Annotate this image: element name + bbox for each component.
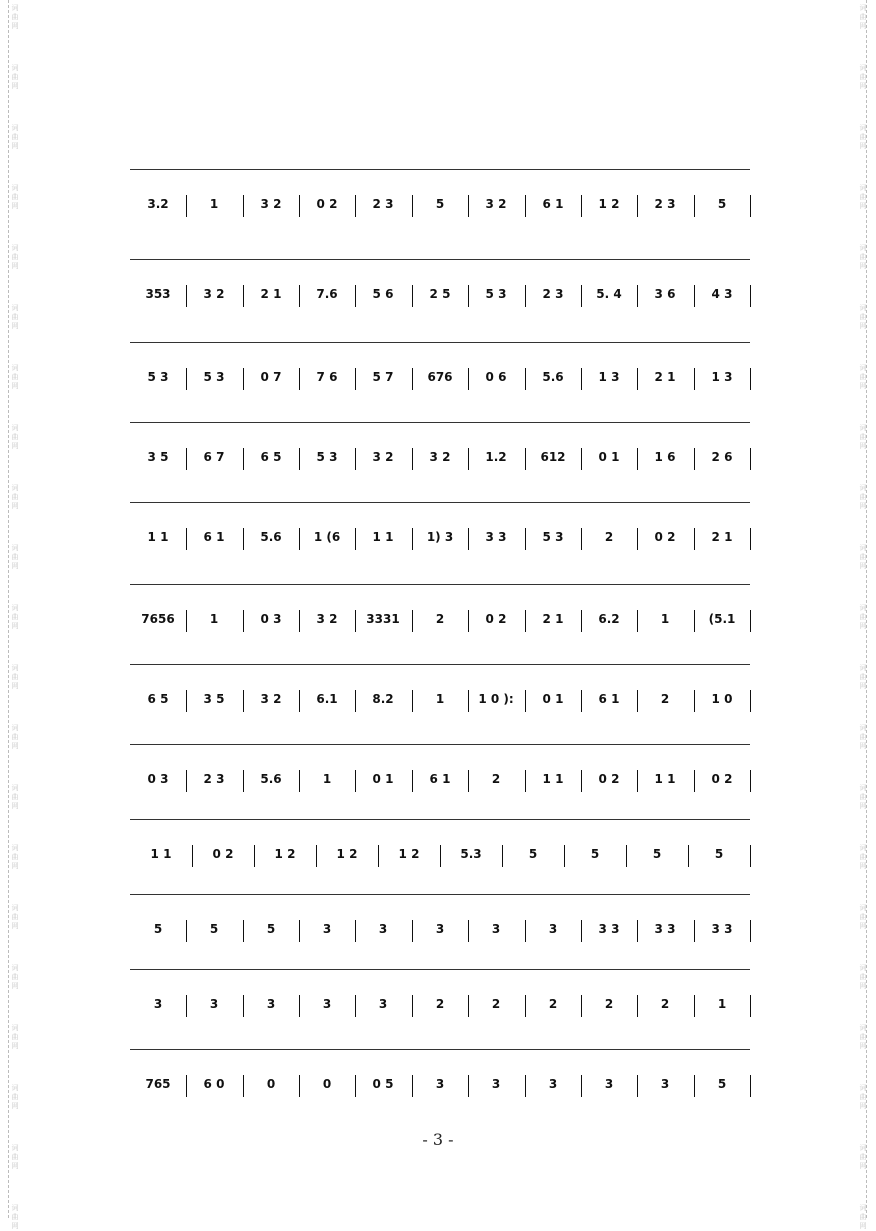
watermark-stamp: 词 曲 网: [859, 724, 867, 750]
measure-notes: 2: [548, 997, 558, 1011]
note-group-row: [130, 1073, 750, 1099]
measure-notes: 2 1: [711, 530, 733, 544]
phrase-line: [130, 744, 750, 755]
measure-notes: 3: [322, 997, 332, 1011]
measure-notes: 3 3: [485, 530, 507, 544]
measure-notes: 5: [714, 847, 724, 861]
measure-notes: 0 5: [372, 1077, 394, 1091]
measure-notes: 5 7: [372, 370, 394, 384]
note-group-row: [130, 843, 750, 869]
note-group-row: [130, 283, 750, 309]
phrase-line: [130, 259, 750, 270]
score-row: [130, 418, 750, 478]
measure-notes: 1: [660, 612, 670, 626]
measure-notes: 0 1: [372, 772, 394, 786]
measure-notes: 2 3: [542, 287, 564, 301]
score-row: [130, 165, 750, 225]
watermark-stamp: 词 曲 网: [11, 64, 19, 90]
watermark-stamp: 词 曲 网: [859, 424, 867, 450]
measure-notes: 3: [378, 997, 388, 1011]
measure-notes: 6 0: [203, 1077, 225, 1091]
watermark-stamp: 词 曲 网: [859, 1084, 867, 1110]
measure-notes: 5: [652, 847, 662, 861]
measure-notes: 3: [322, 922, 332, 936]
measure-notes: 3: [491, 1077, 501, 1091]
measure-notes: 5: [153, 922, 163, 936]
measure-notes: 5: [717, 197, 727, 211]
measure-notes: 3: [435, 1077, 445, 1091]
measure-notes: 1 1: [147, 530, 169, 544]
score-row: [130, 1045, 750, 1105]
measure-notes: 1 3: [711, 370, 733, 384]
measure-notes: 2: [660, 997, 670, 1011]
watermark-stamp: 词 曲 网: [11, 184, 19, 210]
measure-notes: 7 6: [316, 370, 338, 384]
measure-notes: 5. 4: [596, 287, 622, 301]
measure-notes: 6 5: [147, 692, 169, 706]
phrase-line: [130, 169, 750, 180]
measure-notes: 2: [604, 997, 614, 1011]
watermark-stamp: 词 曲 网: [11, 1024, 19, 1050]
barline: [750, 920, 751, 942]
measure-notes: 3 2: [260, 692, 282, 706]
measure-notes: 1: [435, 692, 445, 706]
measure-notes: 3 5: [147, 450, 169, 464]
measure-notes: 0 1: [542, 692, 564, 706]
measure-notes: 2: [660, 692, 670, 706]
measure-notes: 1 1: [654, 772, 676, 786]
measure-notes: 5 3: [147, 370, 169, 384]
measure-notes: 3 2: [372, 450, 394, 464]
note-group-row: [130, 366, 750, 392]
measure-notes: 3 3: [598, 922, 620, 936]
watermark-stamp: 词 曲 网: [859, 244, 867, 270]
watermark-stamp: 词 曲 网: [11, 724, 19, 750]
measure-notes: 1: [209, 612, 219, 626]
measure-notes: 5: [435, 197, 445, 211]
measure-notes: 2 1: [260, 287, 282, 301]
measure-notes: 3: [435, 922, 445, 936]
score-row: [130, 338, 750, 398]
measure-notes: 6 1: [203, 530, 225, 544]
measure-notes: 1: [322, 772, 332, 786]
note-group-row: [130, 446, 750, 472]
measure-notes: 6 5: [260, 450, 282, 464]
measure-notes: 1 0: [711, 692, 733, 706]
measure-notes: 8.2: [372, 692, 394, 706]
score-row: [130, 740, 750, 800]
measure-notes: 0 2: [316, 197, 338, 211]
measure-notes: 3: [491, 922, 501, 936]
measure-notes: 5.6: [260, 772, 282, 786]
measure-notes: 0 7: [260, 370, 282, 384]
score-row: [130, 255, 750, 315]
barline: [750, 448, 751, 470]
score-row: [130, 498, 750, 558]
measure-notes: 5.6: [260, 530, 282, 544]
barline: [750, 770, 751, 792]
watermark-stamp: 词 曲 网: [859, 304, 867, 330]
measure-notes: 5.3: [460, 847, 482, 861]
measure-notes: 4 3: [711, 287, 733, 301]
measure-notes: 6 7: [203, 450, 225, 464]
watermark-stamp: 词 曲 网: [859, 1024, 867, 1050]
watermark-stamp: 词 曲 网: [11, 484, 19, 510]
measure-notes: 0: [322, 1077, 332, 1091]
watermark-stamp: 词 曲 网: [11, 1084, 19, 1110]
barline: [750, 1075, 751, 1097]
watermark-stamp: 词 曲 网: [859, 904, 867, 930]
watermark-stamp: 词 曲 网: [859, 784, 867, 810]
watermark-stamp: 词 曲 网: [11, 424, 19, 450]
measure-notes: 2 3: [654, 197, 676, 211]
measure-notes: 1.2: [485, 450, 507, 464]
watermark-stamp: 词 曲 网: [859, 1204, 867, 1230]
watermark-stamp: 词 曲 网: [859, 364, 867, 390]
watermark-stamp: 词 曲 网: [11, 1204, 19, 1230]
measure-notes: 1 (6: [313, 530, 341, 544]
measure-notes: 2: [435, 612, 445, 626]
phrase-line: [130, 1049, 750, 1060]
measure-notes: 5: [717, 1077, 727, 1091]
watermark-stamp: 词 曲 网: [859, 544, 867, 570]
measure-notes: 765: [145, 1077, 171, 1091]
watermark-stamp: 词 曲 网: [11, 784, 19, 810]
watermark-stamp: 词 曲 网: [11, 904, 19, 930]
note-group-row: [130, 608, 750, 634]
phrase-line: [130, 342, 750, 353]
note-group-row: [130, 993, 750, 1019]
watermark-stamp: 词 曲 网: [11, 664, 19, 690]
measure-notes: 3: [153, 997, 163, 1011]
measure-notes: 3 2: [260, 197, 282, 211]
barline: [750, 285, 751, 307]
measure-notes: 1 1: [372, 530, 394, 544]
measure-notes: 6.1: [316, 692, 338, 706]
phrase-line: [130, 422, 750, 433]
measure-notes: 3: [209, 997, 219, 1011]
measure-notes: 3 6: [654, 287, 676, 301]
measure-notes: 1 1: [542, 772, 564, 786]
measure-notes: 1 2: [598, 197, 620, 211]
watermark-stamp: 词 曲 网: [11, 1144, 19, 1170]
measure-notes: 3: [604, 1077, 614, 1091]
watermark-stamp: 词 曲 网: [859, 844, 867, 870]
watermark-stamp: 词 曲 网: [11, 124, 19, 150]
note-group-row: [130, 688, 750, 714]
measure-notes: 0 2: [654, 530, 676, 544]
barline: [750, 845, 751, 867]
measure-notes: 2 1: [654, 370, 676, 384]
note-group-row: [130, 193, 750, 219]
barline: [750, 368, 751, 390]
measure-notes: 3331: [366, 612, 400, 626]
measure-notes: 2: [491, 997, 501, 1011]
measure-notes: 3 5: [203, 692, 225, 706]
measure-notes: 2 3: [203, 772, 225, 786]
measure-notes: 5 6: [372, 287, 394, 301]
measure-notes: 3 2: [429, 450, 451, 464]
watermark-stamp: 词 曲 网: [859, 64, 867, 90]
phrase-line: [130, 894, 750, 905]
measure-notes: 6 1: [598, 692, 620, 706]
measure-notes: 0 2: [598, 772, 620, 786]
note-group-row: [130, 526, 750, 552]
measure-notes: 3: [266, 997, 276, 1011]
barline: [750, 528, 751, 550]
measure-notes: 5 3: [485, 287, 507, 301]
measure-notes: 2 6: [711, 450, 733, 464]
measure-notes: 5 3: [542, 530, 564, 544]
measure-notes: 5 3: [203, 370, 225, 384]
measure-notes: (5.1: [708, 612, 736, 626]
measure-notes: 6 1: [429, 772, 451, 786]
note-group-row: [130, 918, 750, 944]
watermark-stamp: 词 曲 网: [859, 184, 867, 210]
watermark-stamp: 词 曲 网: [859, 4, 867, 30]
score-row: [130, 815, 750, 875]
measure-notes: 1: [717, 997, 727, 1011]
measure-notes: 2: [435, 997, 445, 1011]
watermark-stamp: 词 曲 网: [11, 304, 19, 330]
measure-notes: 1 0 ):: [478, 692, 514, 706]
measure-notes: 5: [528, 847, 538, 861]
measure-notes: 0 3: [147, 772, 169, 786]
watermark-stamp: 词 曲 网: [11, 364, 19, 390]
barline: [750, 195, 751, 217]
measure-notes: 0 2: [212, 847, 234, 861]
barline: [750, 610, 751, 632]
measure-notes: 612: [540, 450, 566, 464]
measure-notes: 3: [548, 1077, 558, 1091]
measure-notes: 1) 3: [426, 530, 454, 544]
measure-notes: 6 1: [542, 197, 564, 211]
measure-notes: 3 2: [316, 612, 338, 626]
watermark-stamp: 词 曲 网: [859, 664, 867, 690]
phrase-line: [130, 664, 750, 675]
measure-notes: 3: [660, 1077, 670, 1091]
measure-notes: 1 2: [398, 847, 420, 861]
score-row: [130, 965, 750, 1025]
phrase-line: [130, 819, 750, 830]
measure-notes: 3.2: [147, 197, 169, 211]
watermark-stamp: 词 曲 网: [11, 844, 19, 870]
measure-notes: 3: [548, 922, 558, 936]
measure-notes: 2 5: [429, 287, 451, 301]
measure-notes: 7656: [141, 612, 175, 626]
measure-notes: 5 3: [316, 450, 338, 464]
measure-notes: 0 3: [260, 612, 282, 626]
watermark-stamp: 词 曲 网: [859, 964, 867, 990]
watermark-stamp: 词 曲 网: [859, 604, 867, 630]
measure-notes: 6.2: [598, 612, 620, 626]
measure-notes: 353: [145, 287, 171, 301]
measure-notes: 0 2: [485, 612, 507, 626]
measure-notes: 2 3: [372, 197, 394, 211]
watermark-stamp: 词 曲 网: [859, 1144, 867, 1170]
barline: [750, 690, 751, 712]
measure-notes: 676: [427, 370, 453, 384]
watermark-stamp: 词 曲 网: [11, 964, 19, 990]
page-number: - 3 -: [422, 1130, 454, 1149]
measure-notes: 2 1: [542, 612, 564, 626]
score-row: [130, 890, 750, 950]
watermark-stamp: 词 曲 网: [11, 544, 19, 570]
measure-notes: 5: [266, 922, 276, 936]
watermark-stamp: 词 曲 网: [859, 484, 867, 510]
phrase-line: [130, 969, 750, 980]
measure-notes: 1 2: [274, 847, 296, 861]
measure-notes: 1 2: [336, 847, 358, 861]
measure-notes: 3 2: [203, 287, 225, 301]
score-row: [130, 660, 750, 720]
measure-notes: 3 3: [654, 922, 676, 936]
watermark-stamp: 词 曲 网: [11, 604, 19, 630]
measure-notes: 0: [266, 1077, 276, 1091]
measure-notes: 5.6: [542, 370, 564, 384]
measure-notes: 0 6: [485, 370, 507, 384]
phrase-line: [130, 584, 750, 595]
barline: [750, 995, 751, 1017]
measure-notes: 7.6: [316, 287, 338, 301]
measure-notes: 5: [590, 847, 600, 861]
measure-notes: 5: [209, 922, 219, 936]
measure-notes: 1: [209, 197, 219, 211]
watermark-stamp: 词 曲 网: [11, 4, 19, 30]
phrase-line: [130, 502, 750, 513]
measure-notes: 2: [604, 530, 614, 544]
measure-notes: 3 3: [711, 922, 733, 936]
measure-notes: 0 2: [711, 772, 733, 786]
measure-notes: 1 3: [598, 370, 620, 384]
measure-notes: 2: [491, 772, 501, 786]
measure-notes: 1 1: [150, 847, 172, 861]
watermark-stamp: 词 曲 网: [11, 244, 19, 270]
measure-notes: 3 2: [485, 197, 507, 211]
measure-notes: 0 1: [598, 450, 620, 464]
measure-notes: 1 6: [654, 450, 676, 464]
watermark-stamp: 词 曲 网: [859, 124, 867, 150]
note-group-row: [130, 768, 750, 794]
measure-notes: 3: [378, 922, 388, 936]
score-row: [130, 580, 750, 640]
